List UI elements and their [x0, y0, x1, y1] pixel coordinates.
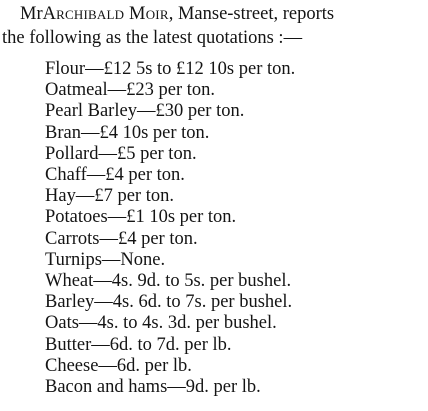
quotation-item: Hay—£7 per ton.	[45, 186, 174, 207]
quotation-item: Carrots—£4 per ton.	[45, 228, 198, 249]
quotation-item: Chaff—£4 per ton.	[45, 165, 185, 186]
quotations-list	[45, 59, 295, 398]
quotation-item: Turnips—None.	[45, 249, 166, 270]
quotation-item: Pollard—£5 per ton.	[45, 143, 197, 164]
reporter-address: , Manse-street, reports	[168, 4, 335, 24]
quotation-item: Oatmeal—£23 per ton.	[45, 80, 216, 101]
quotation-item: Bran—£4 10s per ton.	[45, 122, 210, 143]
intro-line-1	[0, 2, 428, 26]
quotation-item: Butter—6d. to 7d. per lb.	[45, 334, 232, 355]
reporter-name: Archibald Moir	[42, 4, 169, 24]
quotation-item: Cheese—6d. per lb.	[45, 355, 192, 376]
intro-line-2: the following as the latest quotations :—	[2, 28, 303, 48]
quotation-item: Bacon and hams—9d. per lb.	[45, 377, 261, 398]
quotation-item: Potatoes—£1 10s per ton.	[45, 207, 237, 228]
quotation-item: Oats—4s. to 4s. 3d. per bushel.	[45, 313, 277, 334]
quotation-item: Flour—£12 5s to £12 10s per ton.	[45, 59, 296, 79]
quotation-item: Pearl Barley—£30 per ton.	[45, 101, 245, 122]
intro-paragraph	[0, 2, 428, 50]
reporter-prefix: Mr	[20, 4, 43, 24]
quotation-item: Barley—4s. 6d. to 7s. per bushel.	[45, 292, 293, 313]
quotation-item: Wheat—4s. 9d. to 5s. per bushel.	[45, 271, 292, 292]
